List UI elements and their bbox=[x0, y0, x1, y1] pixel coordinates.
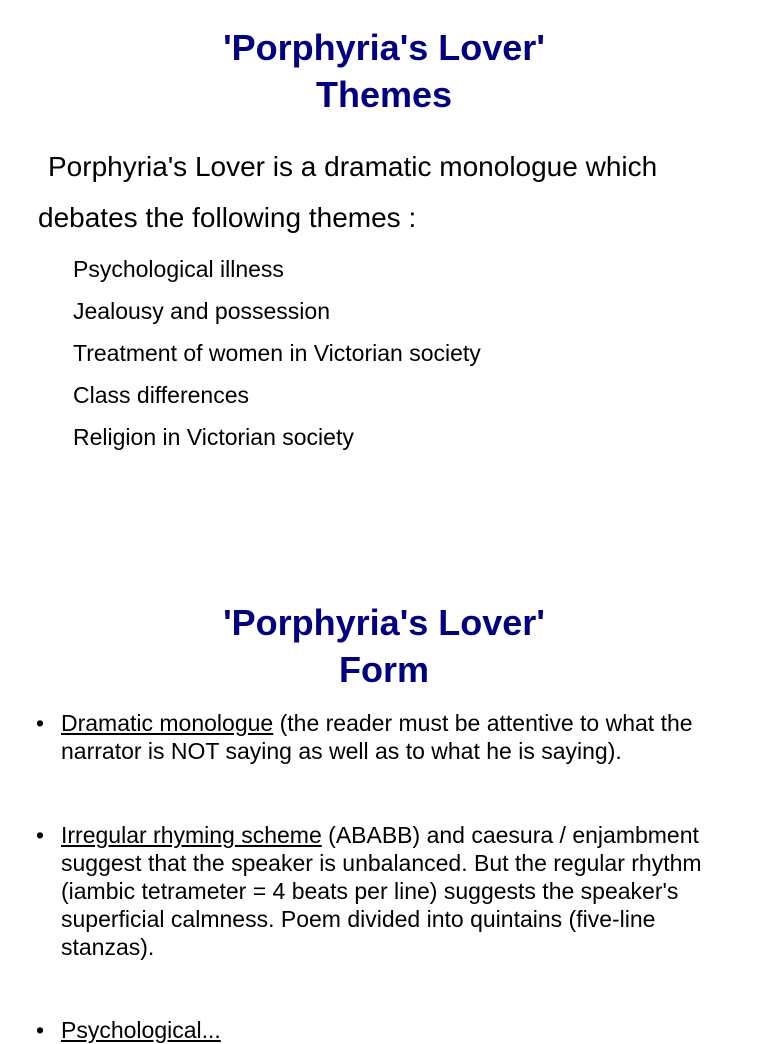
theme-item: Jealousy and possession bbox=[73, 298, 330, 324]
themes-list bbox=[73, 248, 481, 458]
form-title-line2: Form bbox=[339, 649, 429, 690]
theme-item: Class differences bbox=[73, 382, 249, 408]
themes-intro bbox=[38, 141, 738, 243]
intro-line-1: Porphyria's Lover is a dramatic monologue which bbox=[48, 151, 658, 182]
theme-item: Psychological illness bbox=[73, 256, 284, 282]
form-bullet-item bbox=[36, 821, 736, 961]
intro-line-2: debates the following themes : bbox=[38, 202, 417, 233]
themes-title-line2: Themes bbox=[315, 74, 453, 115]
bullet-term: Psychological... bbox=[61, 1017, 221, 1043]
bullet-text: (ABABB) and caesura / enjambment suggest that the speaker is unbalanced. But the regular rhythm (iambic tetrameter = 4 beats per line) suggests the speaker's superficial calmness. Poem divided into quintains (five-line stanzas). bbox=[61, 822, 702, 960]
theme-item: Treatment of women in Victorian society bbox=[73, 340, 481, 366]
form-bullet-list bbox=[36, 821, 736, 961]
form-bullet-list bbox=[36, 1016, 736, 1044]
bullet-term: Irregular rhyming scheme bbox=[61, 822, 322, 848]
themes-title bbox=[0, 24, 768, 118]
bullet-text: (the reader must be attentive to what the narrator is NOT saying as well as to what he is saying). bbox=[61, 710, 693, 764]
bullet-icon: • bbox=[36, 710, 45, 736]
bullet-icon: • bbox=[36, 822, 45, 848]
bullet-term: Dramatic monologue bbox=[61, 710, 274, 736]
bullet-icon: • bbox=[36, 1017, 45, 1043]
form-bullet-list bbox=[36, 709, 736, 765]
themes-title-line1: 'Porphyria's Lover' bbox=[223, 27, 545, 68]
form-bullet-item bbox=[36, 1016, 736, 1044]
form-bullet-item bbox=[36, 709, 736, 765]
form-title bbox=[0, 599, 768, 693]
theme-item: Religion in Victorian society bbox=[73, 424, 354, 450]
form-title-line1: 'Porphyria's Lover' bbox=[223, 602, 545, 643]
